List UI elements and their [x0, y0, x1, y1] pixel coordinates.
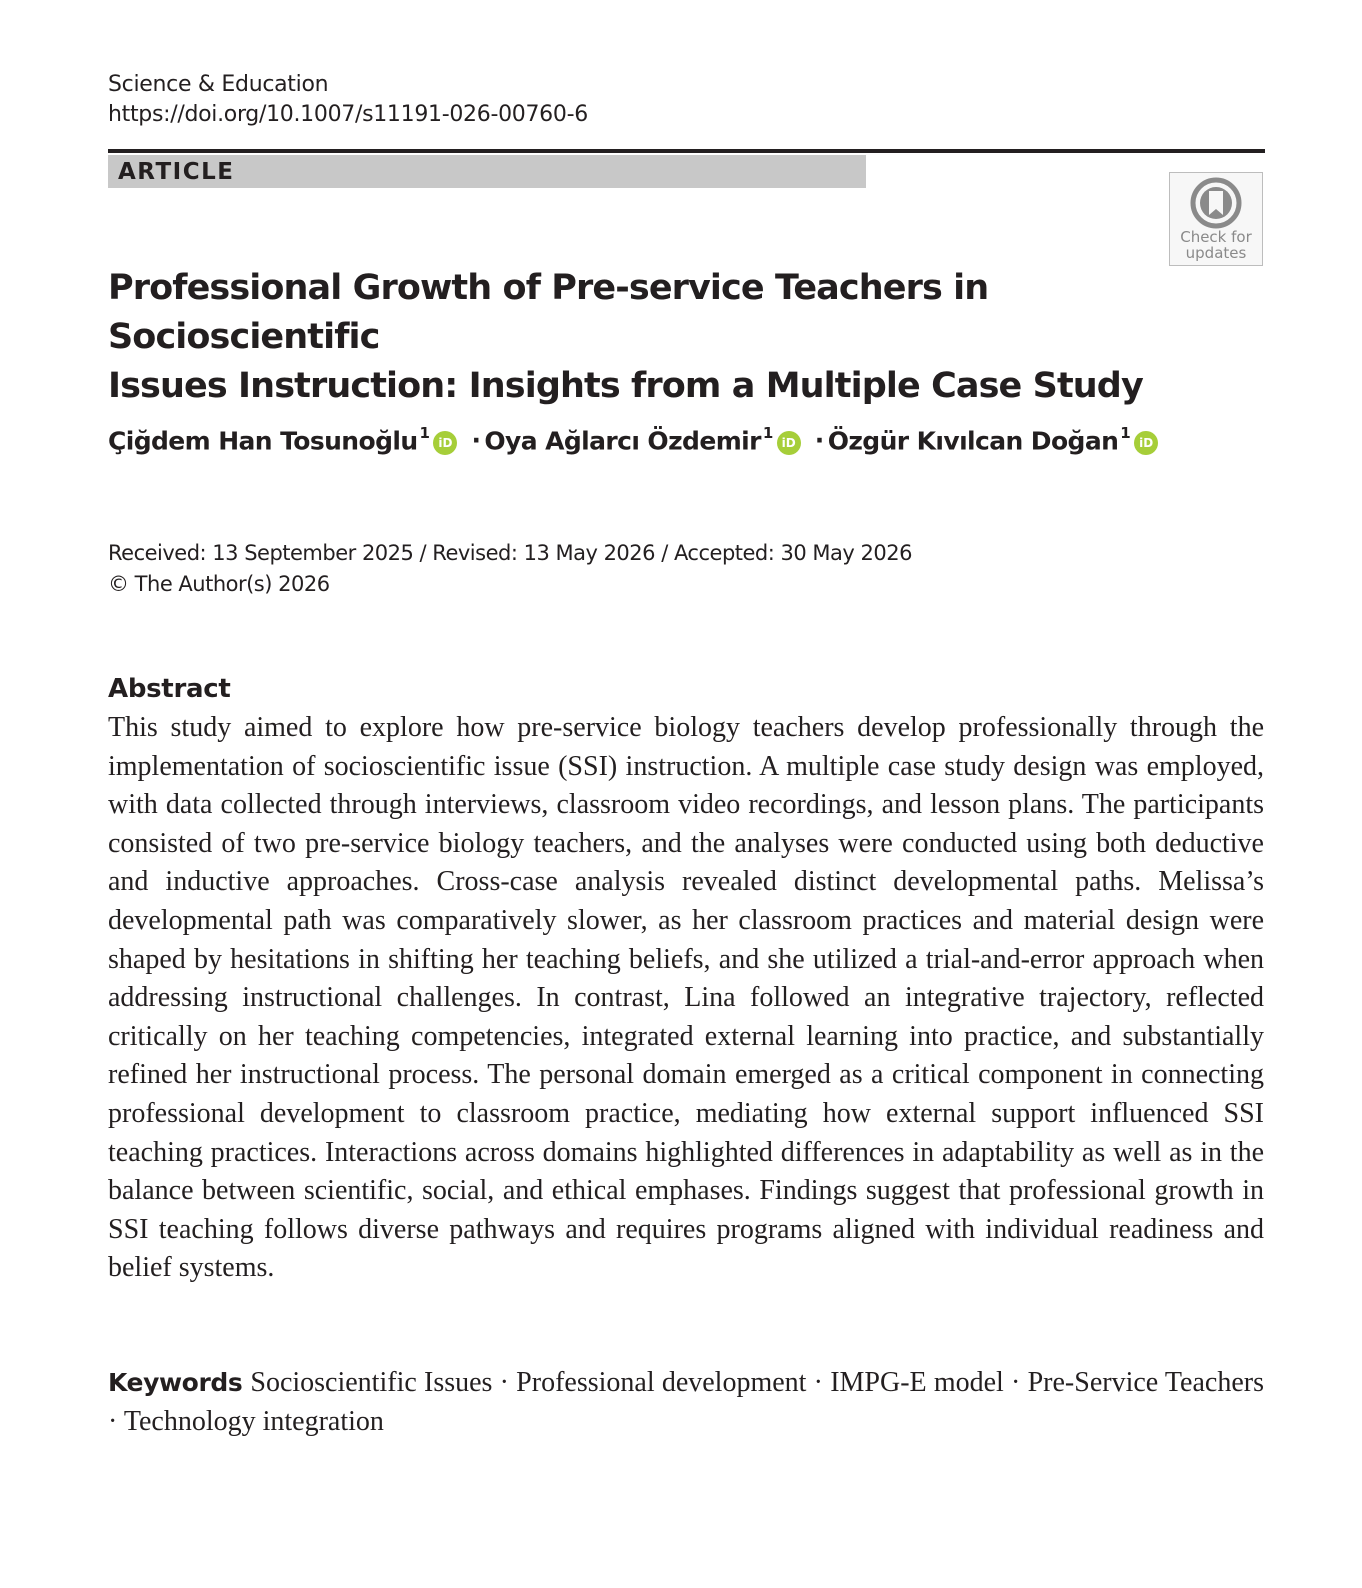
- keywords-section: [108, 1364, 1264, 1441]
- author-affiliation: 1: [1120, 424, 1131, 442]
- bookmark-icon: [1190, 177, 1242, 229]
- copyright-notice: © The Author(s) 2026: [108, 572, 330, 596]
- author-separator: ·: [471, 426, 481, 456]
- author-name: Çiğdem Han Tosunoğlu: [108, 426, 418, 456]
- check-updates-line1: Check for: [1180, 228, 1252, 246]
- paper-title: [108, 264, 1188, 411]
- doi-link[interactable]: https://doi.org/10.1007/s11191-026-00760-6: [108, 102, 588, 127]
- author-name: Oya Ağlarcı Özdemir: [484, 426, 761, 456]
- author-separator: ·: [814, 426, 824, 456]
- header-rule: [108, 149, 1265, 153]
- author-affiliation: 1: [762, 424, 773, 442]
- check-updates-line2: updates: [1185, 244, 1247, 262]
- title-line-2: Issues Instruction: Insights from a Multiple Case Study: [108, 366, 1143, 406]
- author-list: [108, 416, 1288, 460]
- article-type-label: ARTICLE: [118, 159, 235, 185]
- keywords-label: Keywords: [108, 1368, 243, 1397]
- journal-name: Science & Education: [108, 72, 329, 97]
- history-dates: Received: 13 September 2025 / Revised: 13 May 2026 / Accepted: 30 May 2026: [108, 541, 912, 565]
- check-for-updates-badge[interactable]: [1169, 172, 1263, 266]
- orcid-icon[interactable]: iD: [1134, 431, 1158, 455]
- journal-info: [108, 70, 588, 130]
- orcid-icon[interactable]: iD: [433, 431, 457, 455]
- author-affiliation: 1: [419, 424, 430, 442]
- abstract-text: This study aimed to explore how pre-service biology teachers develop professionally through the implementation of socioscientific issue (SSI) instruction. A multiple case study design was employed, with data collected through interviews, classroom video recordings, and lesson plans. The participants consisted of two pre-service biology teachers, and the analyses were conducted using both deductive and inductive approaches. Cross-case analysis revealed distinct developmental paths. Melissa’s developmental path was comparatively slower, as her classroom practices and material design were shaped by hesitations in shifting her teaching beliefs, and she utilized a trial-and-error approach when addressing instructional challenges. In contrast, Lina followed an integrative trajectory, reflected critically on her teaching competencies, integrated external learning into practice, and substantially refined her instructional process. The personal domain emerged as a critical component in connecting professional development to classroom practice, mediating how external support influenced SSI teaching practices. Interactions across domains highlighted differences in adaptability as well as in the balance between scientific, social, and ethical emphases. Findings suggest that professional growth in SSI teaching follows diverse pathways and requires programs aligned with individual readiness and belief systems.: [108, 712, 1264, 1284]
- title-line-1: Professional Growth of Pre-service Teachers in Socioscientific: [108, 268, 989, 357]
- orcid-icon[interactable]: iD: [777, 431, 801, 455]
- publication-dates: [108, 538, 912, 600]
- author-name: Özgür Kıvılcan Doğan: [827, 426, 1119, 456]
- keywords-list: Socioscientific Issues · Professional development · IMPG-E model · Pre-Service Teachers · Technology integration: [108, 1367, 1264, 1437]
- abstract-heading: Abstract: [108, 674, 231, 704]
